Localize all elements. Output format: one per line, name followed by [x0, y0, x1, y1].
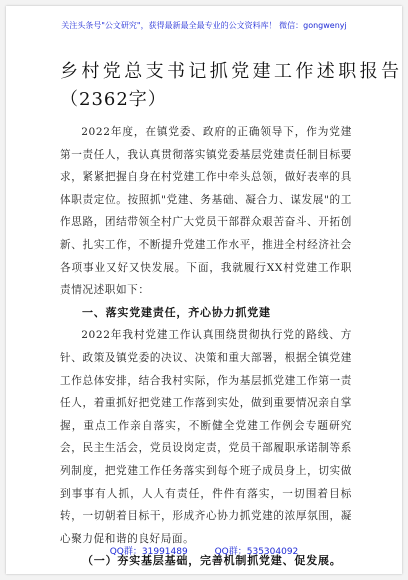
subsection-heading-1: （一）夯实基层基础，完善机制抓党建、促发展。: [82, 554, 342, 568]
footer-qq-group-2: QQ群：535304092: [214, 547, 299, 557]
document-body: [60, 121, 352, 573]
title-line-1: 乡村党总支书记抓党建工作述职报告: [60, 61, 402, 82]
document-page: [6, 6, 402, 574]
paragraph-section-1: 2022年我村党建工作认真围绕贯彻执行党的路线、方针、政策及镇党委的决议、决策和重大部署，根据全镇党建工作总体安排，结合我村实际，作为基层抓党建工作第一责任人，着重抓好把党建工作落到实处，做到重要情况亲自掌握，重点工作亲自落实，不断健全党建工作例会专题研究会，民主生活会，党员设岗定责，党员干部履职承诺制等系列制度，把党建工作任务落实到每个班子成员身上，切实做到事事有人抓，人人有责任，件件有落实，一切围着目标转，一切朝着目标干，形成齐心协力抓党建的浓厚氛围，凝心聚力促和谐的良好局面。: [60, 329, 352, 545]
footer-qq-groups: [6, 544, 402, 557]
header-promo-note: 关注头条号"公文研究"，获得最新最全最专业的公文资料库！ 微信：gongwenyj: [61, 21, 347, 30]
section-heading-1: 一、落实党建责任，齐心协力抓党建: [82, 305, 271, 319]
paragraph-intro: 2022年度，在镇党委、政府的正确领导下，作为党建第一责任人，我认真贯彻落实镇党委基层党建责任制目标要求，紧紧把握自身在村党建工作中牵头总领，做好表率的具体职责定位。按照抓"党建、务基础、凝合力、谋发展"的工作思路，团结带领全村广大党员干部群众艰苦奋斗、开拓创新、扎实工作，不断提升党建工作水平，推进全村经济社会各项事业又好又快发展。下面，我就履行XX村党建工作职责情况述职如下：: [60, 126, 352, 297]
document-title: [60, 58, 402, 114]
title-line-2: （2362字）: [60, 89, 167, 110]
footer-qq-group-1: QQ群：31991489: [109, 547, 188, 557]
